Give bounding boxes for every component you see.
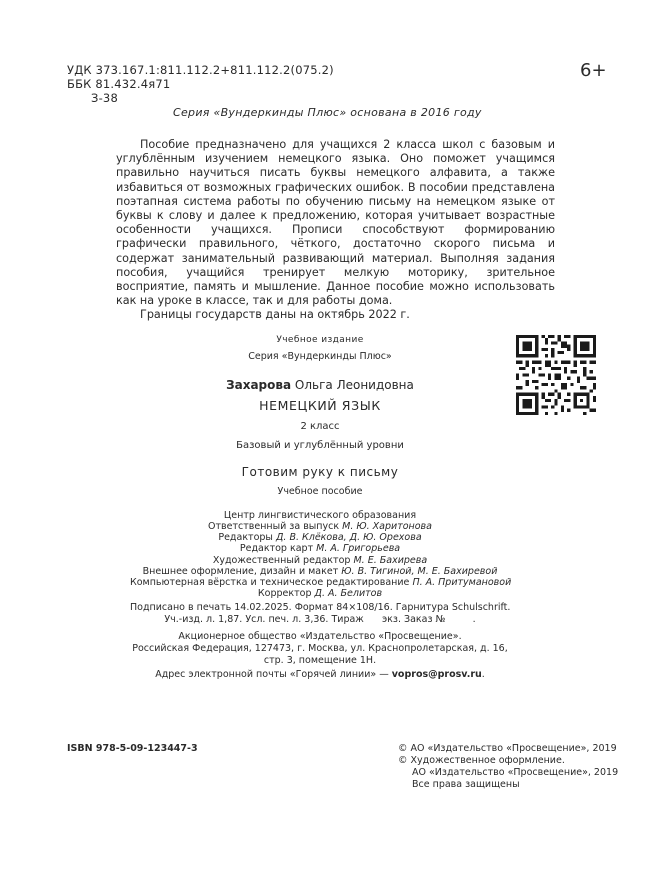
udk-code: УДК 373.167.1:811.112.2+811.112.2(075.2) <box>67 63 334 77</box>
print-details-1: Подписано в печать 14.02.2025. Формат 84×108/16. Гарнитура Schulschrift. <box>130 602 511 613</box>
annotation-borders-note: Границы государств даны на октябрь 2022 г. <box>140 308 410 322</box>
age-rating: 6+ <box>580 60 607 81</box>
staff-line: Редактор карт М. А. Григорьева <box>239 543 401 555</box>
qr-code <box>516 335 596 415</box>
hotline-label: Адрес электронной почты «Горячей линии» — <box>155 669 392 680</box>
bbk-code: ББК 81.432.4я71 <box>67 77 171 91</box>
staff-line: Художественный редактор М. Е. Бахирева <box>212 554 428 566</box>
series-note: Серия «Вундеркинды Плюс» основана в 2016 году <box>173 106 482 119</box>
author-surname: Захарова <box>226 378 292 392</box>
center-name: Центр лингвистического образования <box>223 510 417 521</box>
isbn: ISBN 978-5-09-123447-3 <box>67 743 198 754</box>
print-details-2: Уч.-изд. л. 1,87. Усл. печ. л. 3,36. Тираж экз. Заказ № . <box>164 614 476 625</box>
staff-line: Корректор Д. А. Белитов <box>257 588 383 600</box>
level: Базовый и углублённый уровни <box>236 440 404 451</box>
copyright-line: © АО «Издательство «Просвещение», 2019 <box>398 743 617 754</box>
annotation-paragraph: Пособие предназначено для учащихся 2 класса школ с базовым и углублённым изучением немецкого языка. Оно поможет учащимся правильно научиться писать буквы немецкого алфавита, а также избавиться от возможных графических ошибок. В пособии представлена поэтапная система работы по обучению письму на немецком языке от буквы к слову и далее к предложению, которая учитывает возрастные особенности учащихся. Прописи способствуют формированию графически правильного, чёткого, достаточно скорого письма и содержат занимательный развивающий материал. Выполняя задания пособия, учащийся тренирует мелкую моторику, зрительное восприятие, память и мышление. Данное пособие можно использовать как на уроке в классе, так и для работы дома. <box>116 138 555 308</box>
author <box>130 378 510 392</box>
publisher-line: Акционерное общество «Издательство «Просвещение». <box>178 631 462 642</box>
copyright-line: АО «Издательство «Просвещение», 2019 <box>412 767 619 778</box>
author-name: Ольга Леонидовна <box>294 378 414 392</box>
hotline-email[interactable]: vopros@prosv.ru <box>391 669 482 680</box>
staff-line: Внешнее оформление, дизайн и макет Ю. В. Тигиной, М. Е. Бахиревой <box>142 565 498 577</box>
staff-list <box>130 521 510 599</box>
publisher-line: Российская Федерация, 127473, г. Москва, ул. Краснопролетарская, д. 16, <box>132 643 508 654</box>
subtitle: Готовим руку к письму <box>241 465 399 479</box>
staff-line: Компьютерная вёрстка и техническое редактирование П. А. Притумановой <box>130 577 512 589</box>
hotline: Адрес электронной почты «Горячей линии» — vopros@prosv.ru. <box>155 669 485 680</box>
edition-type: Учебное издание <box>276 335 364 345</box>
grade: 2 класс <box>300 421 340 432</box>
book-type: Учебное пособие <box>277 486 363 497</box>
book-title: НЕМЕЦКИЙ ЯЗЫК <box>259 398 381 413</box>
copyright-line: Все права защищены <box>412 779 520 790</box>
copyright-line: © Художественное оформление. <box>398 755 565 766</box>
annotation <box>116 138 555 323</box>
staff-line: Ответственный за выпуск М. Ю. Харитонова <box>208 521 432 532</box>
author-mark: З-38 <box>91 91 118 105</box>
staff-line: Редакторы Д. В. Клёкова, Д. Ю. Орехова <box>218 532 422 544</box>
publisher-line: стр. 3, помещение 1Н. <box>263 655 377 666</box>
imprint-series: Серия «Вундеркинды Плюс» <box>248 351 392 362</box>
